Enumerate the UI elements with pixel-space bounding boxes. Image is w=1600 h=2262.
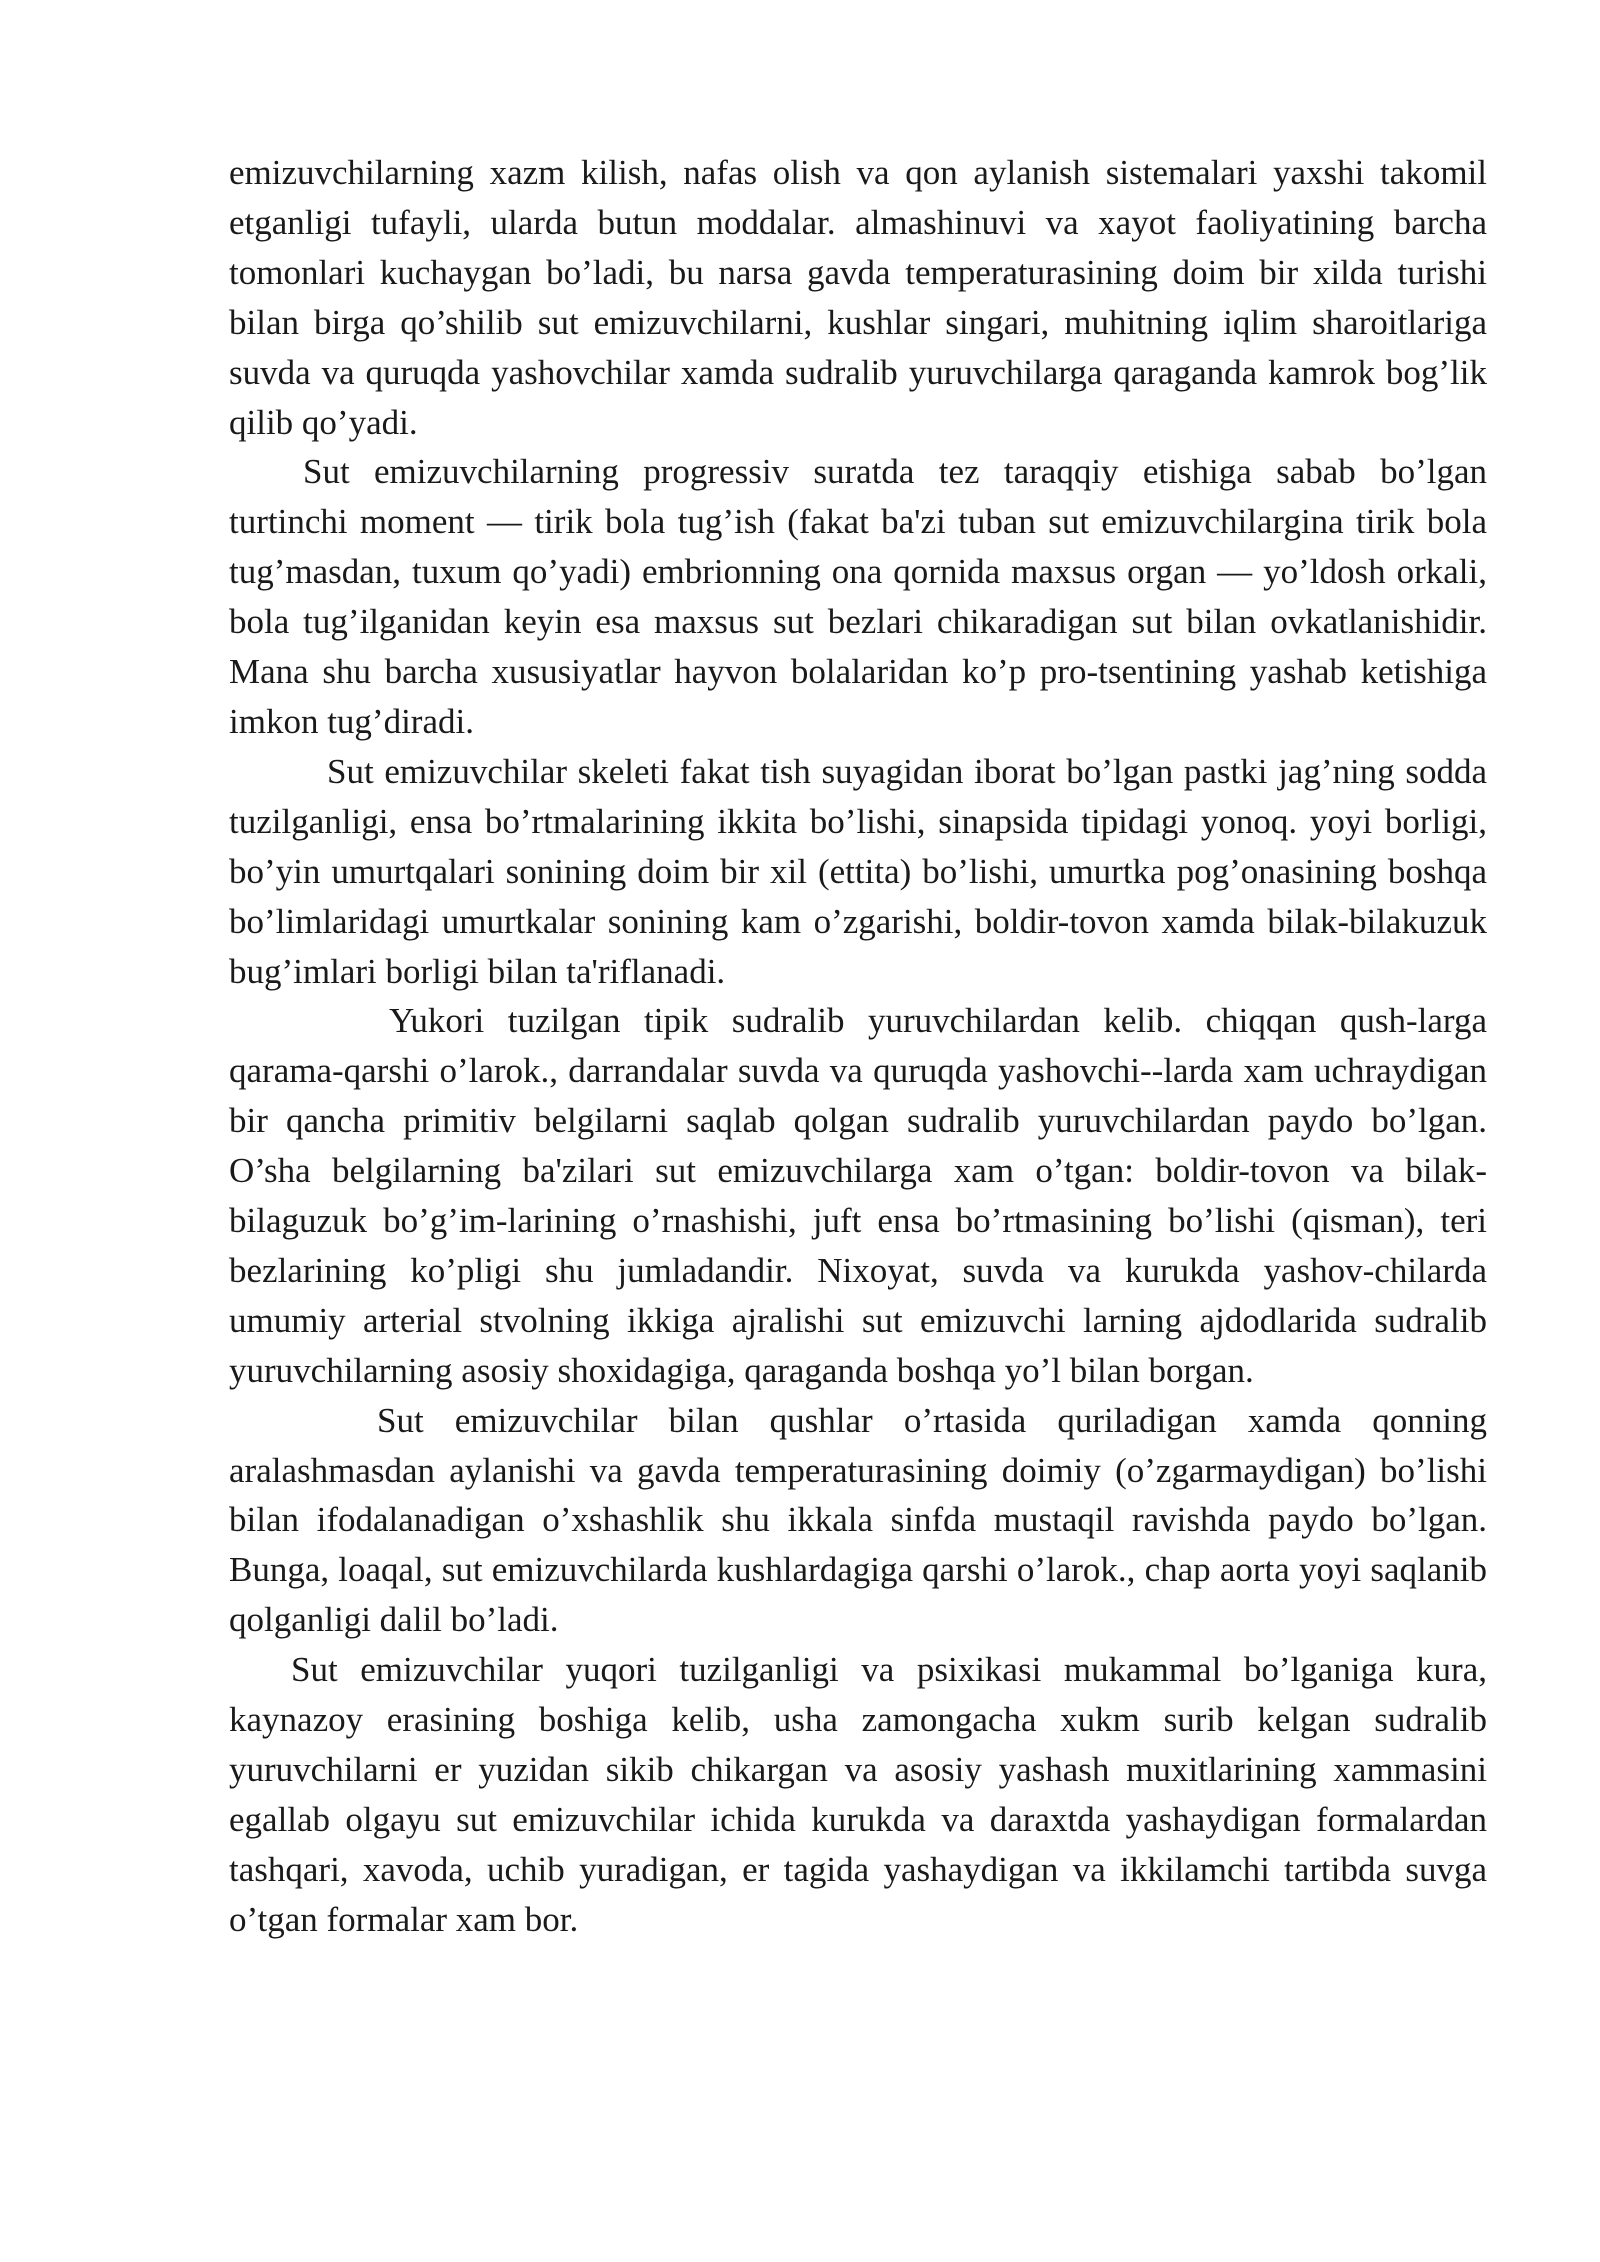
paragraph-1: emizuvchilarning xazm kilish, nafas olish va qon aylanish sistemalari yaxshi takomil etganligi tufayli, ularda butun moddalar. almashinuvi va xayot faoliyatining barcha tomonlari kuchaygan bo’ladi, bu narsa gavda temperaturasining doim bir xilda turishi bilan birga qo’shilib sut emizuvchilarni, kushlar singari, muhitning iqlim sharoitlariga suvda va quruqda yashovchilar xamda sudralib yuruvchilarga qaraganda kamrok bog’lik qilib qo’yadi. — [229, 153, 1487, 442]
paragraph-6: Sut emizuvchilar yuqori tuzilganligi va psixikasi mukammal bo’lganiga kura, kaynazoy erasining boshiga kelib, usha zamongacha xukm surib kelgan sudralib yuruvchilarni er yuzidan sikib chikargan va asosiy yashash muxitlarining xammasini egallab olgayu sut emizuvchilar ichida kurukda va daraxtda yashaydigan formalardan tashqari, xavoda, uchib yuradigan, er tagida yashaydigan va ikkilamchi tartibda suvga o’tgan formalar xam bor. — [229, 1650, 1487, 1939]
paragraph-3: Sut emizuvchilar skeleti fakat tish suyagidan iborat bo’lgan pastki jag’ning sodda tuzilganligi, ensa bo’rtmalarining ikkita bo’lishi, sinapsida tipidagi yonoq. yoyi borligi, bo’yin umurtqalari sonining doim bir xil (ettita) bo’lishi, umurtka pog’onasining boshqa bo’limlaridagi umurtkalar sonining kam o’zgarishi, boldir-tovon xamda bilak-bilakuzuk bug’imlari borligi bilan ta'riflanadi. — [229, 751, 1487, 991]
paragraph-2: Sut emizuvchilarning progressiv suratda tez taraqqiy etishiga sabab bo’lgan turtinchi moment — tirik bola tug’ish (fakat ba'zi tuban sut emizuvchilargina tirik bola tug’masdan, tuxum qo’yadi) embrionning ona qornida maxsus organ — yo’ldosh orkali, bola tug’ilganidan keyin esa maxsus sut bezlari chikaradigan sut bilan ovkatlanishidir. Mana shu barcha xususiyatlar hayvon bolalaridan ko’p pro-tsentining yashab ketishiga imkon tug’diradi. — [229, 452, 1487, 741]
document-page — [229, 148, 1487, 1945]
paragraph-4: Yukori tuzilgan tipik sudralib yuruvchilardan kelib. chiqqan qush-larga qarama-qarshi o’larok., darrandalar suvda va quruqda yashovchi--larda xam uchraydigan bir qancha primitiv belgilarni saqlab qolgan sudralib yuruvchilardan paydo bo’lgan. O’sha belgilarning ba'zilari sut emizuvchilarga xam o’tgan: boldir-tovon va bilak-bilaguzuk bo’g’im-larining o’rnashishi, juft ensa bo’rtmasining bo’lishi (qisman), teri bezlarining ko’pligi shu jumladandir. Nixoyat, suvda va kurukda yashov-chilarda umumiy arterial stvolning ikkiga ajralishi sut emizuvchi larning ajdodlarida sudralib yuruvchilarning asosiy shoxidagiga, qaraganda boshqa yo’l bilan borgan. — [229, 1001, 1487, 1390]
paragraph-5: Sut emizuvchilar bilan qushlar o’rtasida quriladigan xamda qonning aralashmasdan aylanishi va gavda temperaturasining doimiy (o’zgarmaydigan) bo’lishi bilan ifodalanadigan o’xshashlik shu ikkala sinfda mustaqil ravishda paydo bo’lgan. Bunga, loaqal, sut emizuvchilarda kushlardagiga qarshi o’larok., chap aorta yoyi saqlanib qolganligi dalil bo’ladi. — [229, 1400, 1487, 1640]
